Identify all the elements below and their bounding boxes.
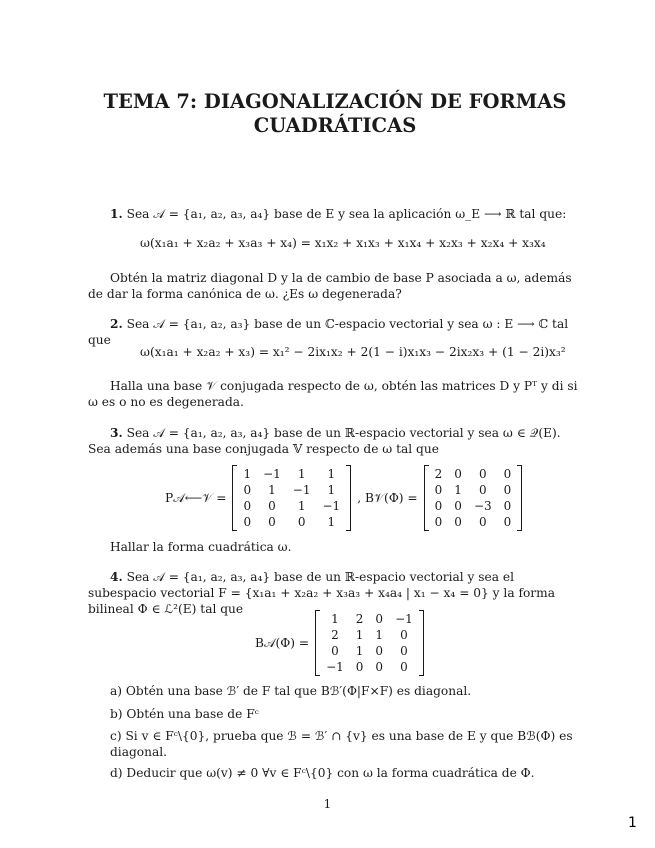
- matrix-b-right-bracket: [517, 465, 522, 531]
- matrix-cell: 0: [503, 483, 512, 497]
- viewer-page-indicator: 1: [628, 815, 637, 831]
- matrix-cell: 1: [243, 467, 252, 481]
- matrix-cell: 0: [434, 483, 443, 497]
- matrix-cell: 0: [268, 499, 276, 513]
- matrix-cell: 0: [297, 515, 306, 529]
- problem-1-number: 1.: [110, 207, 123, 221]
- matrix-cell: −1: [292, 483, 311, 497]
- title-line-2: CUADRÁTICAS: [253, 114, 417, 137]
- matrix-cell: 1: [331, 612, 339, 626]
- matrix-row: [429, 466, 518, 482]
- matrix-cell: 0: [434, 499, 443, 513]
- matrix-cell: 1: [327, 515, 336, 529]
- matrix-cell: 0: [478, 515, 487, 529]
- matrix-row: [320, 611, 419, 627]
- matrix-cell: 0: [400, 644, 408, 658]
- matrix-cell: 0: [375, 660, 384, 674]
- matrix-cell: 1: [454, 483, 462, 497]
- matrix-row: [320, 627, 419, 643]
- matrix-cell: 1: [327, 467, 336, 481]
- matrix-row: [237, 482, 346, 498]
- problem-2-text: Halla una base 𝒱 conjugada respecto de ω, obtén las matrices D y Pᵀ y di si ω es o no es degenerada.: [88, 379, 578, 409]
- matrix-cell: 0: [243, 499, 252, 513]
- problem-4-part-c: c) Si v ∈ Fᶜ\{0}, prueba que ℬ = ℬ′ ∩ {v} es una base de E y que Bℬ(Φ) es diagonal.: [110, 729, 573, 759]
- problem-4-statement: Sea 𝒜 = {a₁, a₂, a₃, a₄} base de un ℝ-espacio vectorial y sea el subespacio vectorial F = {x₁a₁ + x₂a₂ + x₃a₃ + x₄a₄ | x₁ − x₄ = 0} y la forma bilineal Φ ∈ ℒ²(E) tal que: [88, 570, 555, 616]
- matrix-cell: 0: [400, 660, 408, 674]
- problem-3-number: 3.: [110, 426, 123, 440]
- matrix-row: [237, 514, 346, 530]
- matrix-phi: [320, 611, 419, 675]
- matrix-cell: 0: [454, 467, 462, 481]
- matrix-cell: 2: [434, 467, 443, 481]
- matrix-row: [429, 482, 518, 498]
- matrix-phi-right-bracket: [419, 610, 424, 676]
- matrix-row: [237, 498, 346, 514]
- matrix-cell: 2: [331, 628, 339, 642]
- page-number: 1: [323, 797, 332, 811]
- matrix-cell: 0: [243, 515, 252, 529]
- problem-4-matrix: [255, 610, 424, 676]
- matrix-cell: 0: [503, 467, 512, 481]
- matrix-cell: 1: [355, 628, 364, 642]
- matrix-cell: −1: [326, 660, 344, 674]
- matrix-cell: 0: [243, 483, 252, 497]
- matrix-cell: 0: [400, 628, 408, 642]
- matrix-cell: 0: [454, 499, 462, 513]
- matrix-cell: 1: [297, 499, 306, 513]
- matrix-row: [320, 643, 419, 659]
- problem-3-intro: [88, 425, 583, 457]
- matrix-row: [429, 498, 518, 514]
- problem-3-statement: Sea 𝒜 = {a₁, a₂, a₃, a₄} base de un ℝ-espacio vectorial y sea ω ∈ 𝒬(E). Sea además una base conjugada 𝕍 respecto de ω tal que: [88, 426, 561, 456]
- matrix-cell: 0: [268, 515, 276, 529]
- matrix-cell: 0: [355, 660, 364, 674]
- problem-1-equation: ω(x₁a₁ + x₂a₂ + x₃a₃ + x₄) = x₁x₂ + x₁x₃ + x₁x₄ + x₂x₃ + x₂x₄ + x₃x₄: [140, 236, 546, 250]
- problem-1-intro: [88, 206, 588, 222]
- matrix-p-label: P𝒜⟵𝒱 =: [165, 490, 227, 505]
- matrix-cell: 0: [478, 467, 487, 481]
- matrix-b-label: , B𝒱(Φ) =: [357, 490, 418, 505]
- matrix-p-right-bracket: [346, 465, 351, 531]
- matrix-cell: −1: [395, 612, 413, 626]
- matrix-cell: 0: [503, 499, 512, 513]
- matrix-cell: 0: [478, 483, 487, 497]
- matrix-p: [237, 466, 346, 530]
- matrix-cell: 0: [375, 644, 384, 658]
- matrix-row: [320, 659, 419, 675]
- problem-2-equation: ω(x₁a₁ + x₂a₂ + x₃) = x₁² − 2ix₁x₂ + 2(1 − i)x₁x₃ − 2ix₂x₃ + (1 − 2i)x₃²: [140, 345, 566, 359]
- matrix-row: [429, 514, 518, 530]
- matrix-cell: 1: [355, 644, 364, 658]
- problem-1-text: Obtén la matriz diagonal D y la de cambio de base P asociada a ω, además de dar la forma canónica de ω. ¿Es ω degenerada?: [88, 271, 572, 301]
- matrix-cell: 0: [331, 644, 339, 658]
- title-line-1: TEMA 7: DIAGONALIZACIÓN DE FORMAS: [103, 90, 567, 113]
- matrix-phi-label: B𝒜(Φ) =: [255, 635, 310, 650]
- matrix-cell: 0: [434, 515, 443, 529]
- matrix-cell: 2: [355, 612, 364, 626]
- matrix-cell: −1: [263, 467, 281, 481]
- matrix-cell: 0: [503, 515, 512, 529]
- matrix-cell: 0: [375, 612, 384, 626]
- problem-4-part-d: d) Deducir que ω(v) ≠ 0 ∀v ∈ Fᶜ\{0} con ω la forma cuadrática de Φ.: [110, 766, 535, 780]
- matrix-cell: −3: [473, 499, 492, 513]
- problem-1-statement: Sea 𝒜 = {a₁, a₂, a₃, a₄} base de E y sea la aplicación ω_E ⟶ ℝ tal que:: [122, 207, 567, 221]
- matrix-b: [429, 466, 518, 530]
- problem-2-intro: [88, 316, 588, 348]
- problem-3-text: Hallar la forma cuadrática ω.: [110, 540, 292, 554]
- matrix-cell: 0: [454, 515, 462, 529]
- problem-2-number: 2.: [110, 317, 123, 331]
- matrix-cell: 1: [327, 483, 336, 497]
- problem-4-number: 4.: [110, 570, 123, 584]
- matrix-cell: 1: [297, 467, 306, 481]
- problem-4-part-b: b) Obtén una base de Fᶜ: [110, 707, 259, 721]
- problem-3-matrices: [165, 465, 522, 531]
- problem-2-statement: Sea 𝒜 = {a₁, a₂, a₃} base de un ℂ-espacio vectorial y sea ω : E ⟶ ℂ tal que: [88, 317, 569, 347]
- problem-4-part-a: a) Obtén una base ℬ′ de F tal que Bℬ′(Φ|F×F) es diagonal.: [110, 684, 472, 698]
- matrix-row: [237, 466, 346, 482]
- matrix-cell: −1: [322, 499, 341, 513]
- matrix-cell: 1: [375, 628, 384, 642]
- document-title: [60, 90, 610, 138]
- matrix-cell: 1: [268, 483, 276, 497]
